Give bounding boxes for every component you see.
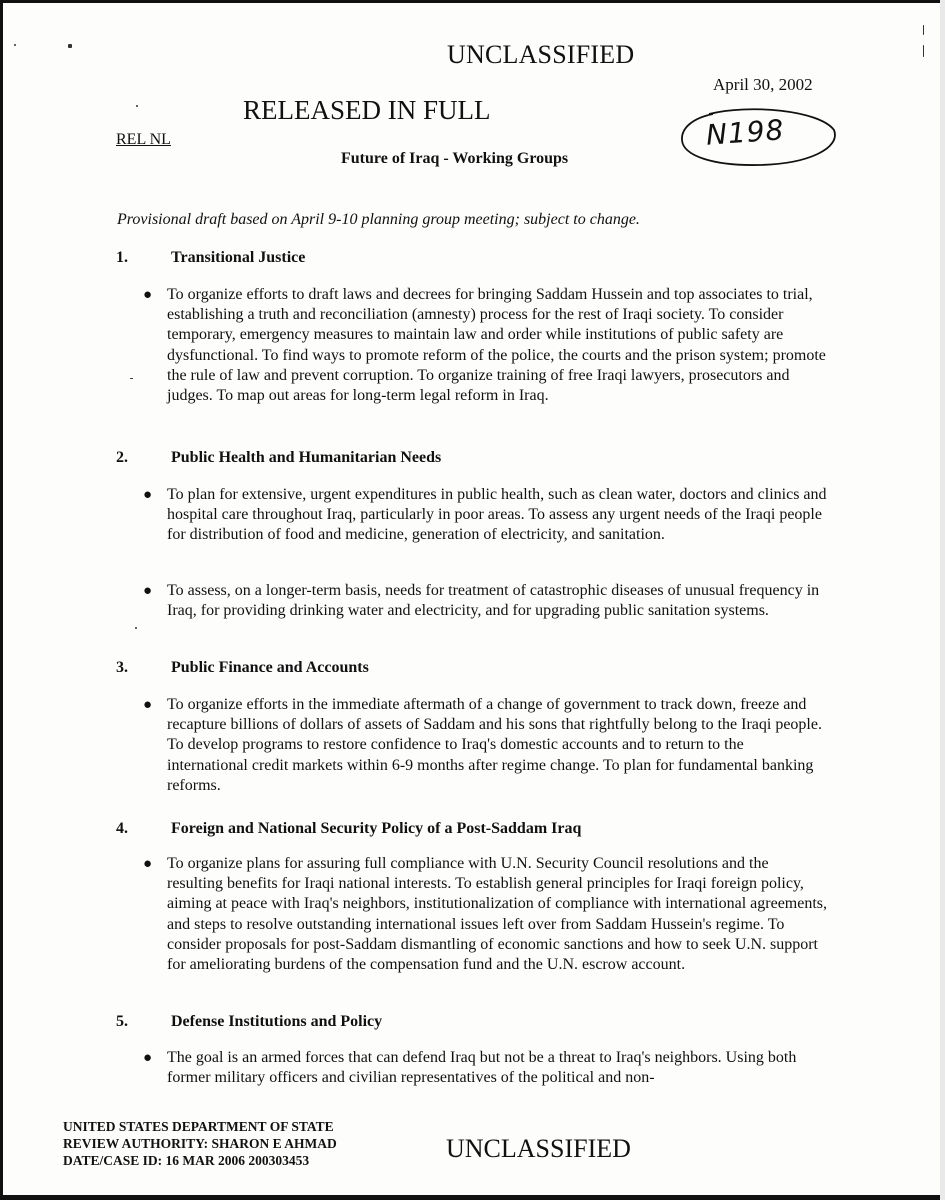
bullet-icon: ● bbox=[143, 1050, 153, 1066]
section-paragraph: To plan for extensive, urgent expenditures in public health, such as clean water, doctors and clinics and hospital care throughout Iraq, particularly in poor areas. To assess any urgent needs of the Iraqi people for distribution of food and medicine, generation of electricity, and sanitation. bbox=[167, 486, 827, 544]
scan-border-right bbox=[940, 0, 945, 1200]
footer-review-authority: REVIEW AUTHORITY: SHARON E AHMAD bbox=[63, 1136, 337, 1151]
section-number: 5. bbox=[116, 1013, 128, 1030]
scan-speck bbox=[130, 378, 133, 379]
scan-speck bbox=[923, 45, 924, 57]
scan-border-bottom bbox=[0, 1195, 945, 1200]
intro-note: Provisional draft based on April 9-10 planning group meeting; subject to change. bbox=[117, 211, 640, 228]
section-title: Public Health and Humanitarian Needs bbox=[171, 449, 442, 466]
scan-speck bbox=[68, 44, 72, 48]
bullet-icon: ● bbox=[143, 287, 153, 303]
scan-border-left bbox=[0, 0, 3, 1200]
section-number: 3. bbox=[116, 659, 128, 676]
document-date: April 30, 2002 bbox=[713, 75, 813, 94]
bullet-icon: ● bbox=[143, 487, 153, 503]
scan-speck bbox=[135, 627, 137, 629]
scan-speck bbox=[136, 105, 138, 107]
scan-speck bbox=[14, 44, 16, 46]
section-title: Defense Institutions and Policy bbox=[171, 1013, 383, 1030]
release-stamp: RELEASED IN FULL bbox=[243, 95, 491, 125]
bullet-icon: ● bbox=[143, 697, 153, 713]
section-title: Transitional Justice bbox=[171, 249, 306, 266]
section-number: 2. bbox=[116, 449, 128, 466]
section-paragraph: To organize plans for assuring full compliance with U.N. Security Council resolutions and the resulting benefits for Iraqi national interests. To establish general principles for Iraqi foreign policy, aiming at peace with Iraq's neighbors, institutionalization of compliance with international agreements, and steps to resolve outstanding international issues left over from Saddam Hussein's regime. To consider proposals for post-Saddam dismantling of economic sanctions and how to seek U.N. support for ameliorating burdens of the compensation fund and the U.N. escrow account. bbox=[167, 855, 828, 974]
classification-top: UNCLASSIFIED bbox=[447, 40, 635, 69]
section-title: Foreign and National Security Policy of a Post-Saddam Iraq bbox=[171, 820, 582, 837]
document-title: Future of Iraq - Working Groups bbox=[341, 150, 569, 167]
bullet-icon: ● bbox=[143, 856, 153, 872]
section-paragraph: To organize efforts in the immediate aftermath of a change of government to track down, freeze and recapture billions of dollars of assets of Saddam and his sons that rightfully belong to the Iraqi people. To develop programs to restore confidence to Iraq's domestic accounts and to return to the international credit markets within 6-9 months after regime change. To plan for fundamental banking reforms. bbox=[167, 696, 822, 794]
section-number: 1. bbox=[116, 249, 128, 266]
scan-speck bbox=[923, 25, 924, 35]
section-number: 4. bbox=[116, 820, 128, 837]
release-note: REL NL bbox=[116, 131, 171, 148]
section-paragraph: The goal is an armed forces that can defend Iraq but not be a threat to Iraq's neighbors. Using both former military officers and civilian representatives of the political and non- bbox=[167, 1049, 797, 1087]
section-paragraph: To assess, on a longer-term basis, needs for treatment of catastrophic diseases of unusual frequency in Iraq, for providing drinking water and electricity, and for upgrading public sanitation systems. bbox=[167, 582, 820, 620]
classification-bottom: UNCLASSIFIED bbox=[446, 1134, 631, 1163]
footer-department: UNITED STATES DEPARTMENT OF STATE bbox=[63, 1119, 334, 1134]
footer-case-id: DATE/CASE ID: 16 MAR 2006 200303453 bbox=[63, 1153, 310, 1168]
bullet-icon: ● bbox=[143, 583, 153, 599]
handwritten-number: N198 bbox=[704, 113, 786, 152]
section-title: Public Finance and Accounts bbox=[171, 659, 369, 676]
section-paragraph: To organize efforts to draft laws and decrees for bringing Saddam Hussein and top associates to trial, establishing a truth and reconciliation (amnesty) process for the rest of Iraqi society. To consider temporary, emergency measures to maintain law and order while institutions of public safety are dysfunctional. To find ways to promote reform of the police, the courts and the prison system; promote the rule of law and prevent corruption. To organize training of free Iraqi lawyers, prosecutors and judges. To map out areas for long-term legal reform in Iraq. bbox=[167, 286, 826, 405]
scan-border-top bbox=[0, 0, 945, 3]
